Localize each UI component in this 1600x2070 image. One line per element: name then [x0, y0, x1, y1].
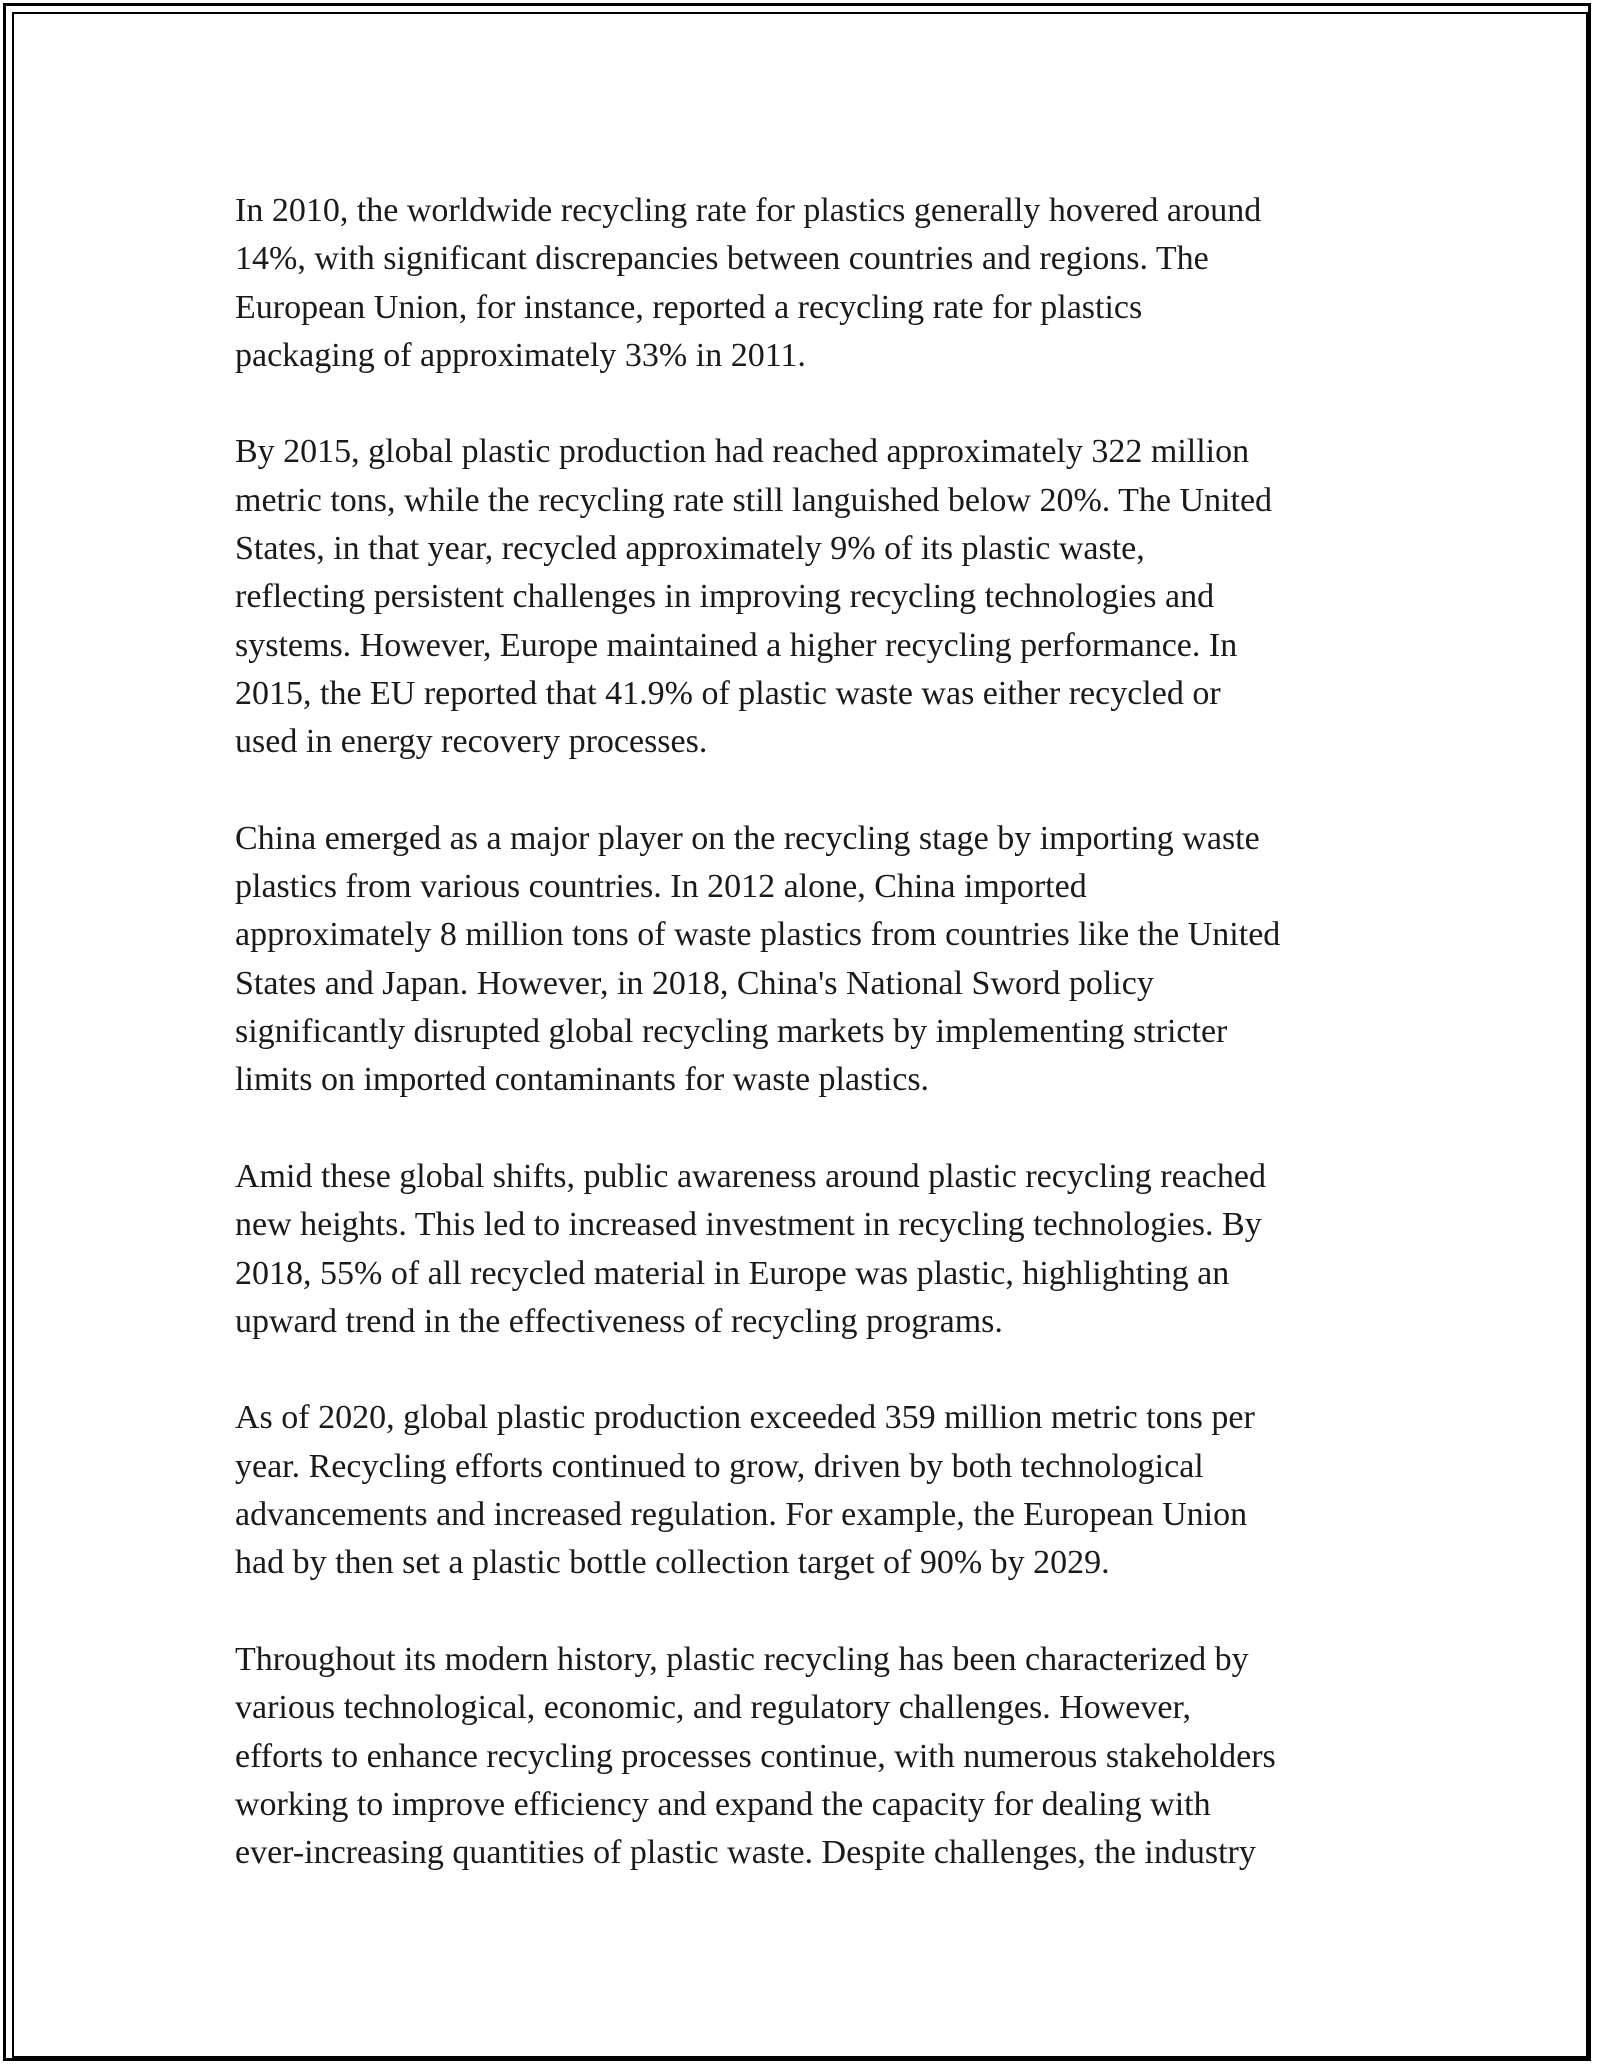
paragraph-china-imports: China emerged as a major player on the recycling stage by importing waste plastics from various countries. In 2012 alone, China imported approximately 8 million tons of waste plastics from countries like the United States and Japan. However, in 2018, China's National Sword policy significantly disrupted global recycling markets by implementing stricter limits on imported contaminants for waste plastics.	[235, 819, 1281, 1099]
paragraph-2020-production: As of 2020, global plastic production exceeded 359 million metric tons per year. Recycling efforts continued to grow, driven by both technological advancements and increased regulation. For example, the European Union had by then set a plastic bottle collection target of 90% by 2029.	[235, 1399, 1255, 1582]
paragraph-modern-history: Throughout its modern history, plastic recycling has been characterized by various technological, economic, and regulatory challenges. However, efforts to enhance recycling processes continue, with numerous stakeholders working to improve efficiency and expand the capacity for dealing with ever-increasing quantities of plastic waste. Despite challenges, the industry	[235, 1640, 1276, 1872]
document-body	[235, 187, 1380, 1926]
paragraph-public-awareness: Amid these global shifts, public awareness around plastic recycling reached new heights. This led to increased investment in recycling technologies. By 2018, 55% of all recycled material in Europe was plastic, highlighting an upward trend in the effectiveness of recycling programs.	[235, 1157, 1266, 1340]
paragraph-2010-recycling-rate: In 2010, the worldwide recycling rate for plastics generally hovered around 14%, with significant discrepancies between countries and regions. The European Union, for instance, reported a recycling rate for plastics packaging of approximately 33% in 2011.	[235, 192, 1262, 374]
paragraph-2015-production: By 2015, global plastic production had reached approximately 322 million metric tons, while the recycling rate still languished below 20%. The United States, in that year, recycled approximately 9% of its plastic waste, reflecting persistent challenges in improving recycling technologies and systems. However, Europe maintained a higher recycling performance. In 2015, the EU reported that 41.9% of plastic waste was either recycled or used in energy recovery processes.	[235, 433, 1273, 761]
